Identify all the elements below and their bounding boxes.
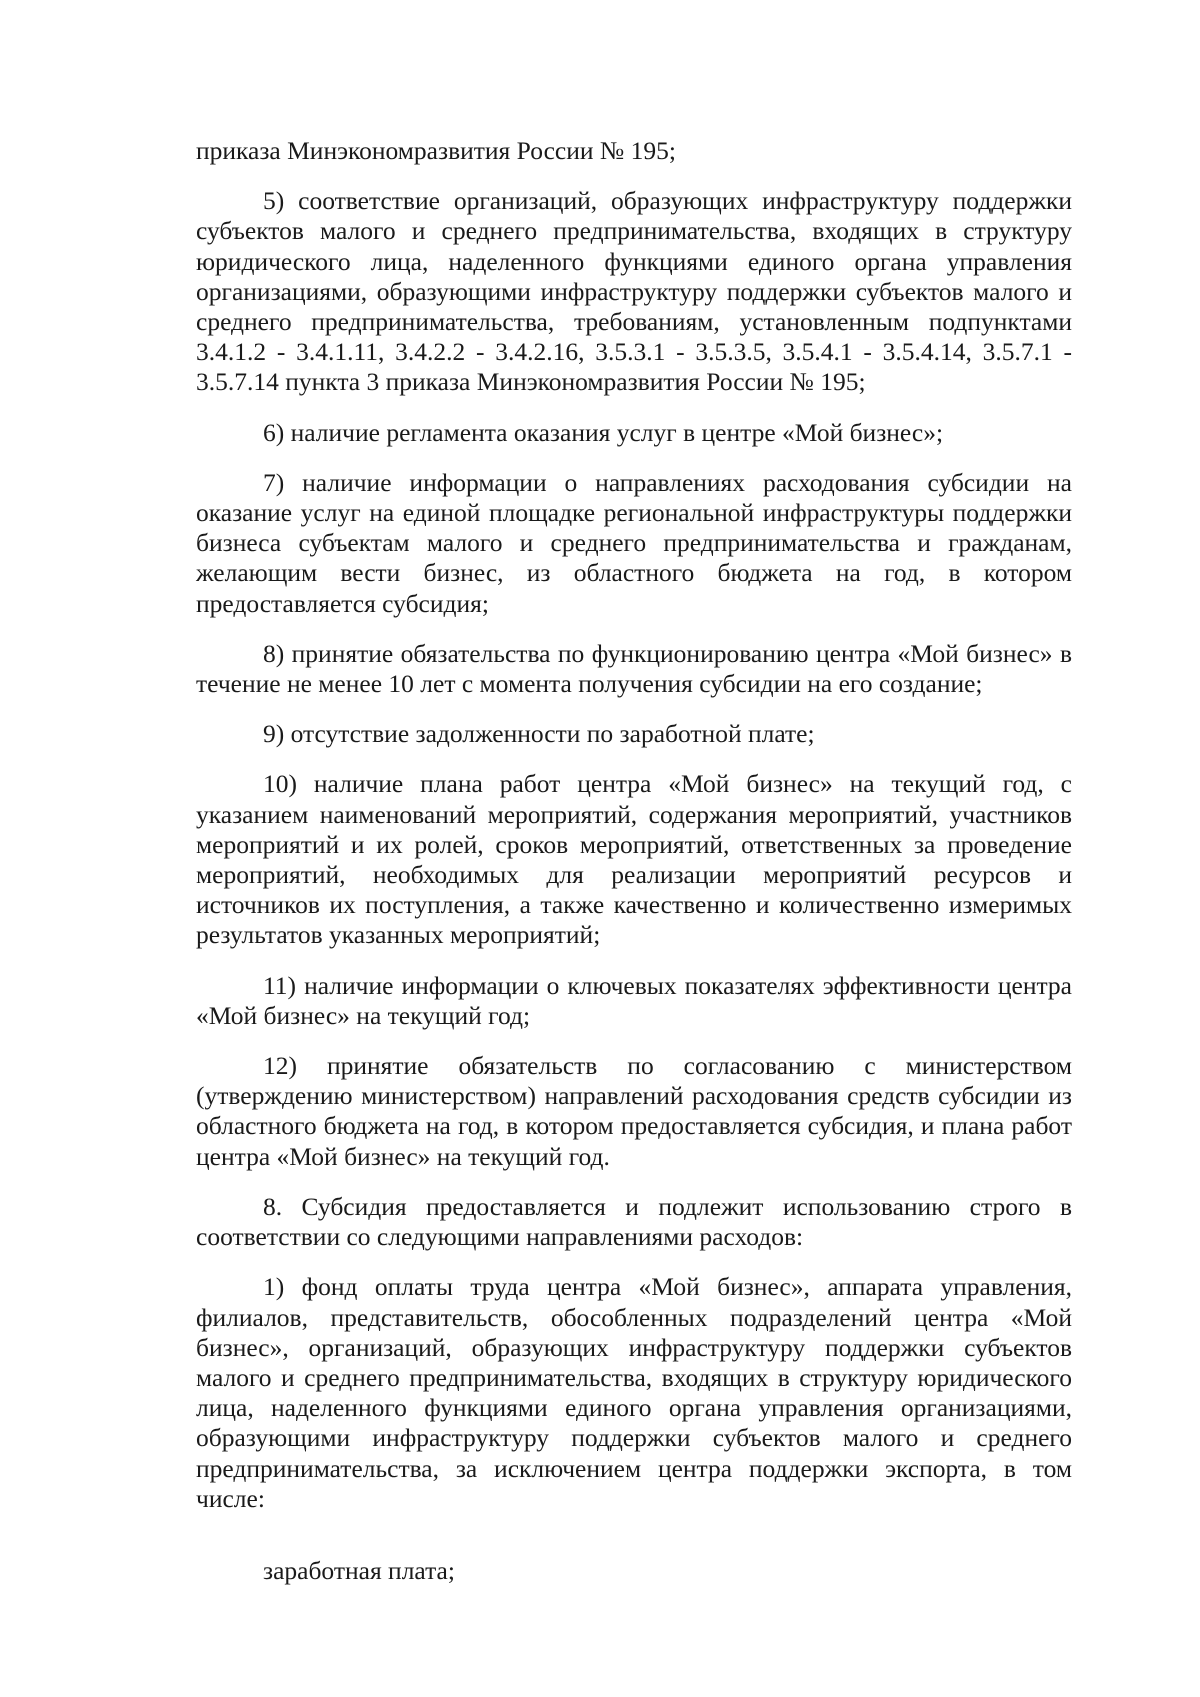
paragraph-salary: заработная плата; <box>263 1555 455 1585</box>
paragraph-item-10: 10) наличие плана работ центра «Мой бизнес» на текущий год, с указанием наименований мероприятий, содержания мероприятий, участников мероприятий и их ролей, сроков мероприятий, ответственных за проведение мероприятий, необходимых для реализации мероприятий ресурсов и источников их поступления, а также качественно и количественно измеримых результатов указанных мероприятий; <box>196 769 1072 950</box>
paragraph-clause-8: 8. Субсидия предоставляется и подлежит использованию строго в соответствии со следующими направлениями расходов: <box>196 1191 1072 1252</box>
paragraph-item-8: 8) принятие обязательства по функционированию центра «Мой бизнес» в течение не менее 10 лет с момента получения субсидии на его создание; <box>196 638 1072 699</box>
paragraph-item-7: 7) наличие информации о направлениях расходования субсидии на оказание услуг на единой площадке региональной инфраструктуры поддержки бизнеса субъектам малого и среднего предпринимательства и гражданам, желающим вести бизнес, из областного бюджета на год, в котором предоставляется субсидия; <box>196 467 1072 618</box>
paragraph-item-9: 9) отсутствие задолженности по заработной плате; <box>263 719 815 749</box>
paragraph-item-11: 11) наличие информации о ключевых показателях эффективности центра «Мой бизнес» на текущий год; <box>196 970 1072 1030</box>
paragraph-expense-1: 1) фонд оплаты труда центра «Мой бизнес», аппарата управления, филиалов, представительств, обособленных подразделений центра «Мой бизнес», организаций, образующих инфраструктуру поддержки субъектов малого и среднего предпринимательства, входящих в структуру юридического лица, наделенного функциями единого органа управления организациями, образующими инфраструктуру поддержки субъектов малого и среднего предпринимательства, за исключением центра поддержки экспорта, в том числе: <box>196 1272 1072 1513</box>
paragraph-continuation: приказа Минэкономразвития России № 195; <box>196 136 676 165</box>
paragraph-item-5: 5) соответствие организаций, образующих инфраструктуру поддержки субъектов малого и среднего предпринимательства, входящих в структуру юридического лица, наделенного функциями единого органа управления организациями, образующими инфраструктуру поддержки субъектов малого и среднего предпринимательства, требованиям, установленным подпунктами 3.4.1.2 - 3.4.1.11, 3.4.2.2 - 3.4.2.16, 3.5.3.1 - 3.5.3.5, 3.5.4.1 - 3.5.4.14, 3.5.7.1 - 3.5.7.14 пункта 3 приказа Минэкономразвития России № 195; <box>196 186 1072 397</box>
document-body <box>196 136 1072 1586</box>
paragraph-item-6: 6) наличие регламента оказания услуг в центре «Мой бизнес»; <box>263 417 944 447</box>
paragraph-item-12: 12) принятие обязательств по согласованию с министерством (утверждению министерством) направлений расходования средств субсидии из областного бюджета на год, в котором предоставляется субсидия, и плана работ центра «Мой бизнес» на текущий год. <box>196 1051 1072 1171</box>
